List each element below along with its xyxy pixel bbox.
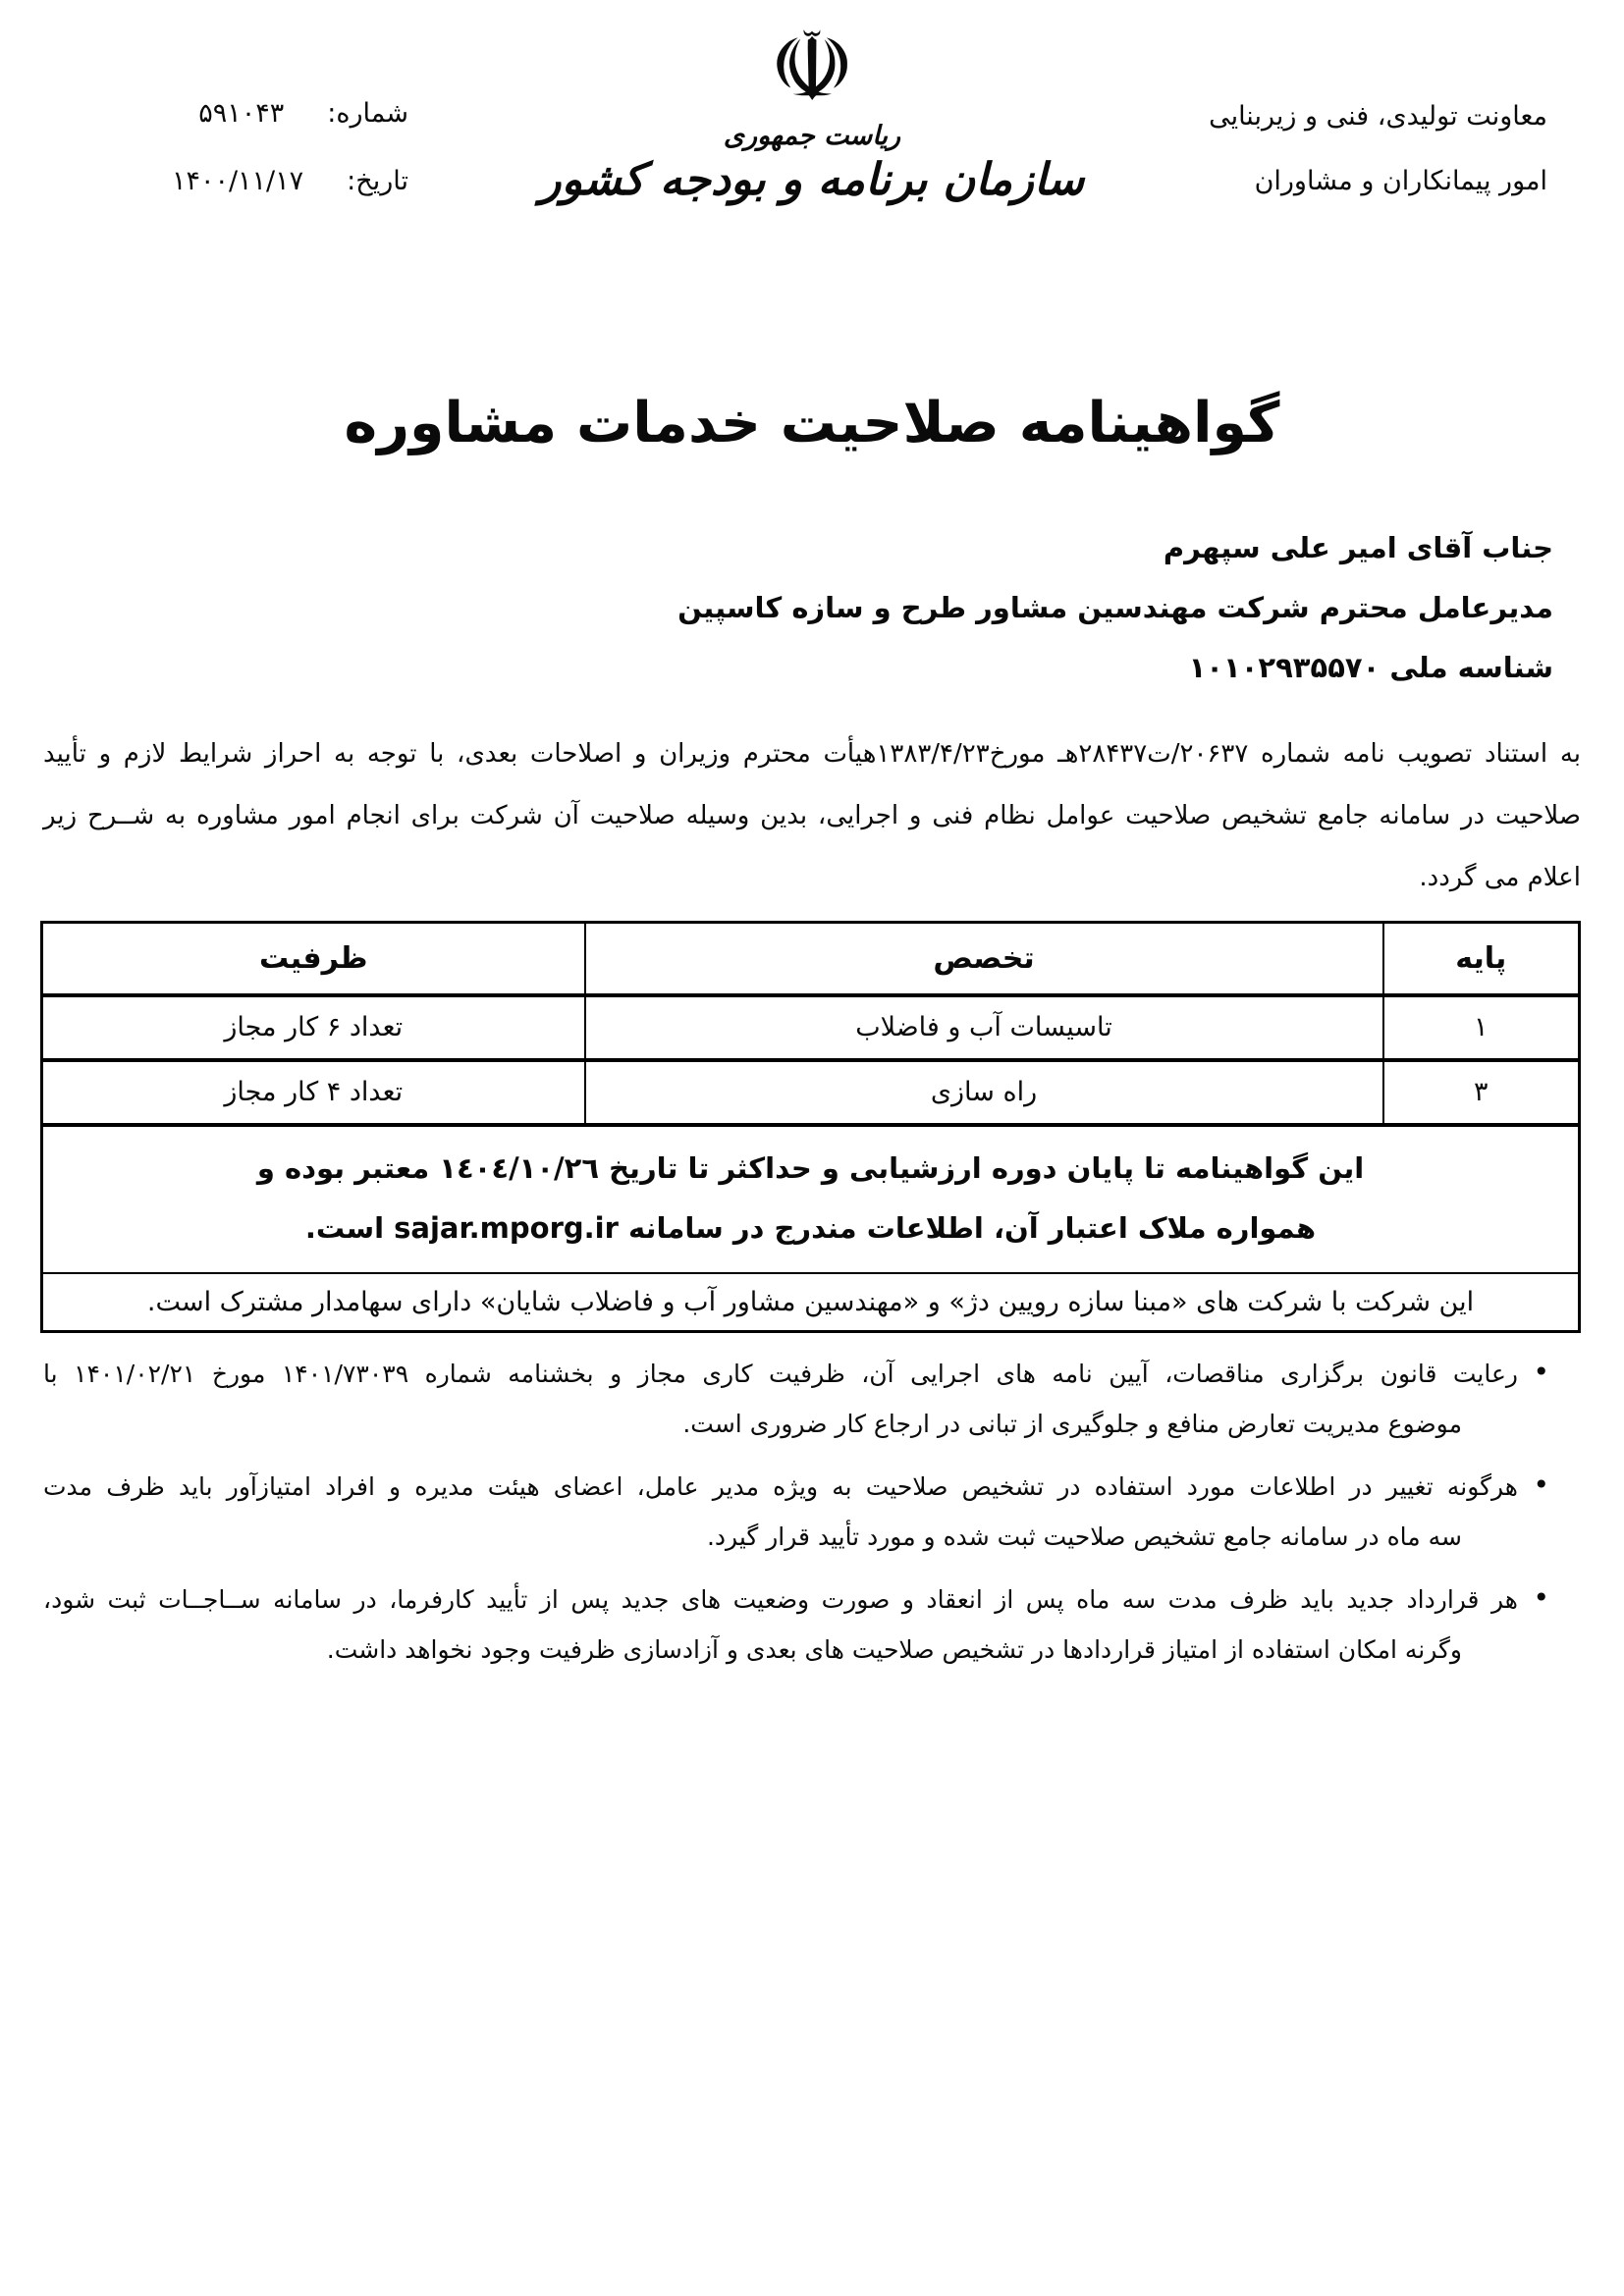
org-logo-block xyxy=(498,12,1126,205)
letter-number-value: ۵۹۱۰۴۳ xyxy=(198,98,285,129)
note-line-1: هر قرارداد جدید باید ظرف مدت سه ماه پس از انعقاد و صورت وضعیت های جدید پس از تأیید کارفرما، در سامانه ســاجــات ثبت شود، xyxy=(43,1585,1518,1614)
addressee-block xyxy=(0,518,1553,698)
note-line-1: هرگونه تغییر در اطلاعات مورد استفاده در تشخیص صلاحیت به ویژه مدیر عامل، اعضای هیئت مدیره و افراد امتیازآور باید ظرف مدت xyxy=(43,1472,1518,1501)
capacity-cell: تعداد ۴ کار مجاز xyxy=(42,1060,585,1125)
validity-line-2: همواره ملاک اعتبار آن، اطلاعات مندرج در سامانه sajar.mporg.ir است. xyxy=(304,1210,1317,1245)
validity-row xyxy=(42,1125,1580,1273)
bullet-icon: • xyxy=(1533,1581,1549,1614)
validity-cell xyxy=(42,1125,1580,1273)
specialty-cell: تاسیسات آب و فاضلاب xyxy=(585,995,1383,1060)
qualification-table xyxy=(40,921,1581,1333)
footnotes xyxy=(43,1349,1581,1675)
addressee-national-id: شناسه ملی ۱۰۱۰۲۹۳۵۵۷۰ xyxy=(1188,651,1553,684)
organization-name: سازمان برنامه و بودجه کشور xyxy=(539,152,1085,205)
list-item xyxy=(43,1462,1549,1562)
bullet-icon: • xyxy=(1533,1356,1549,1388)
note-line-2: موضوع مدیریت تعارض منافع و جلوگیری از تبانی در ارجاع کار ضروری است. xyxy=(682,1410,1462,1438)
letter-date-label: تاریخ: xyxy=(347,166,408,196)
body-paragraph: به استناد تصویب نامه شماره ۲۰۶۳۷/ت۲۸۴۳۷هـ مورخ۱۳۸۳/۴/۲۳هیأت محترم وزیران و اصلاحات بعدی، با توجه به احراز شرایط لازم و تأیید صلاحیت در سامانه جامع تشخیص صلاحیت عوامل نظام فنی و اجرایی، بدین وسیله صلاحیت آن شرکت برای انجام امور مشاوره به شــرح زیر اعلام می گردد. xyxy=(43,739,1581,892)
table-row xyxy=(42,995,1580,1060)
table-header-row xyxy=(42,923,1580,995)
shared-shareholder-row xyxy=(42,1273,1580,1332)
letter-meta xyxy=(172,98,408,201)
shared-shareholder-note: این شرکت با شرکت های «مبنا سازه رویین دژ» و «مهندسین مشاور آب و فاضلاب شایان» دارای سهامدار مشترک است. xyxy=(42,1273,1580,1332)
specialty-cell: راه سازی xyxy=(585,1060,1383,1125)
affairs-line: امور پیمانکاران و مشاوران xyxy=(1254,166,1547,196)
letter-number-label: شماره: xyxy=(327,98,408,129)
iran-emblem-icon: ☫ xyxy=(769,12,855,124)
col-header-grade: پایه xyxy=(1383,923,1580,995)
note-line-2: وگرنه امکان استفاده از امتیاز قراردادها در تشخیص صلاحیت های بعدی و آزادسازی ظرفیت وجود نخواهد داشت. xyxy=(326,1635,1462,1664)
page-title: گواهینامه صلاحیت خدمات مشاوره xyxy=(344,391,1280,455)
deputy-line: معاونت تولیدی، فنی و زیربنایی xyxy=(1209,101,1547,132)
department-block xyxy=(1209,100,1547,198)
validity-line-1: این گواهینامه تا پایان دوره ارزشیابی و حداکثر تا تاریخ ۱٤۰٤/۱۰/۲٦ معتبر بوده و xyxy=(256,1150,1365,1185)
presidency-caption: ریاست جمهوری xyxy=(723,120,901,151)
list-item xyxy=(43,1349,1549,1449)
letter-number-row xyxy=(172,98,408,133)
grade-cell: ۱ xyxy=(1383,995,1580,1060)
bullet-icon: • xyxy=(1533,1468,1549,1501)
col-header-capacity: ظرفیت xyxy=(42,923,585,995)
list-item xyxy=(43,1575,1549,1675)
note-line-1: رعایت قانون برگزاری مناقصات، آیین نامه های اجرایی آن، ظرفیت کاری مجاز و بخشنامه شماره ۱۴۰۱/۷۳۰۳۹ مورخ ۱۴۰۱/۰۲/۲۱ با xyxy=(43,1360,1518,1388)
letter-date-value: ۱۴۰۰/۱۱/۱۷ xyxy=(171,166,304,196)
letter-date-row xyxy=(172,166,408,201)
addressee-recipient: جناب آقای امیر علی سپهرم xyxy=(1163,531,1553,564)
table-row xyxy=(42,1060,1580,1125)
capacity-cell: تعداد ۶ کار مجاز xyxy=(42,995,585,1060)
col-header-specialty: تخصص xyxy=(585,923,1383,995)
note-line-2: سه ماه در سامانه جامع تشخیص صلاحیت ثبت شده و مورد تأیید قرار گیرد. xyxy=(706,1522,1462,1551)
addressee-role-company: مدیرعامل محترم شرکت مهندسین مشاور طرح و سازه کاسپین xyxy=(677,591,1553,624)
letterhead xyxy=(0,0,1624,306)
grade-cell: ۳ xyxy=(1383,1060,1580,1125)
